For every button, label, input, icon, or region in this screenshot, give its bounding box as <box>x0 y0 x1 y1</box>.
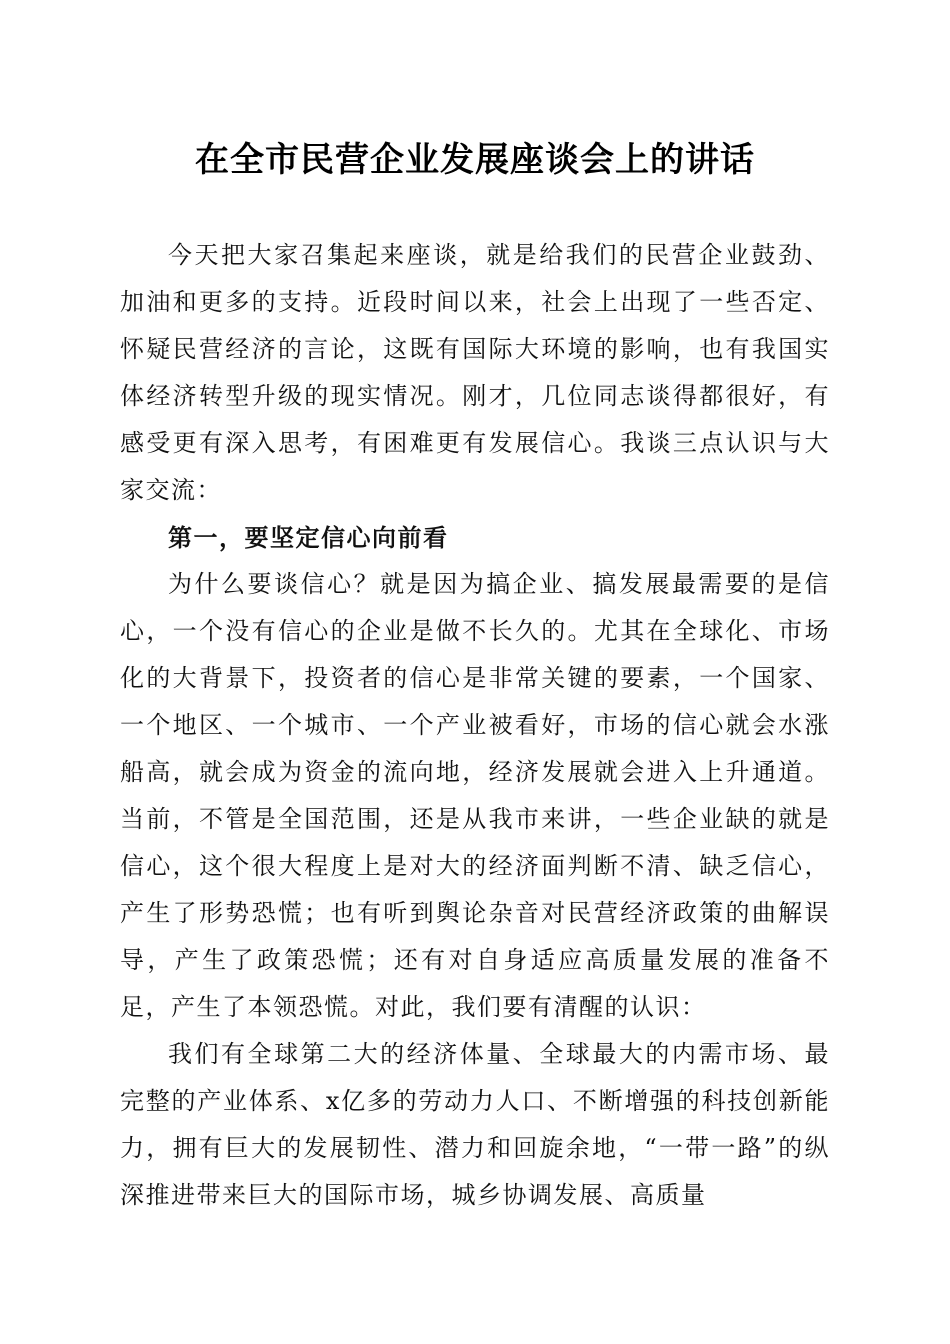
paragraph-strengths: 我们有全球第二大的经济体量、全球最大的内需市场、最完整的产业体系、x亿多的劳动力人口、不断增强的科技创新能力，拥有巨大的发展韧性、潜力和回旋余地，“一带一路”的纵深推进带来巨大的国际市场，城乡协调发展、高质量 <box>120 1040 830 1209</box>
paragraph-intro: 今天把大家召集起来座谈，就是给我们的民营企业鼓劲、加油和更多的支持。近段时间以来，社会上出现了一些否定、怀疑民营经济的言论，这既有国际大环境的影响，也有我国实体经济转型升级的现实情况。刚才，几位同志谈得都很好，有感受更有深入思考，有困难更有发展信心。我谈三点认识与大家交流： <box>120 241 830 504</box>
paragraph-confidence: 为什么要谈信心？就是因为搞企业、搞发展最需要的是信心，一个没有信心的企业是做不长久的。尤其在全球化、市场化的大背景下，投资者的信心是非常关键的要素，一个国家、一个地区、一个城市、一个产业被看好，市场的信心就会水涨船高，就会成为资金的流向地，经济发展就会进入上升通道。当前，不管是全国范围，还是从我市来讲，一些企业缺的就是信心，这个很大程度上是对大的经济面判断不清、缺乏信心，产生了形势恐慌；也有听到舆论杂音对民营经济政策的曲解误导，产生了政策恐慌；还有对自身适应高质量发展的准备不足，产生了本领恐慌。对此，我们要有清醒的认识： <box>120 570 830 1021</box>
section-heading-1: 第一，要坚定信心向前看 <box>168 523 449 552</box>
document-title: 在全市民营企业发展座谈会上的讲话 <box>195 140 755 180</box>
document-body <box>120 232 830 1219</box>
